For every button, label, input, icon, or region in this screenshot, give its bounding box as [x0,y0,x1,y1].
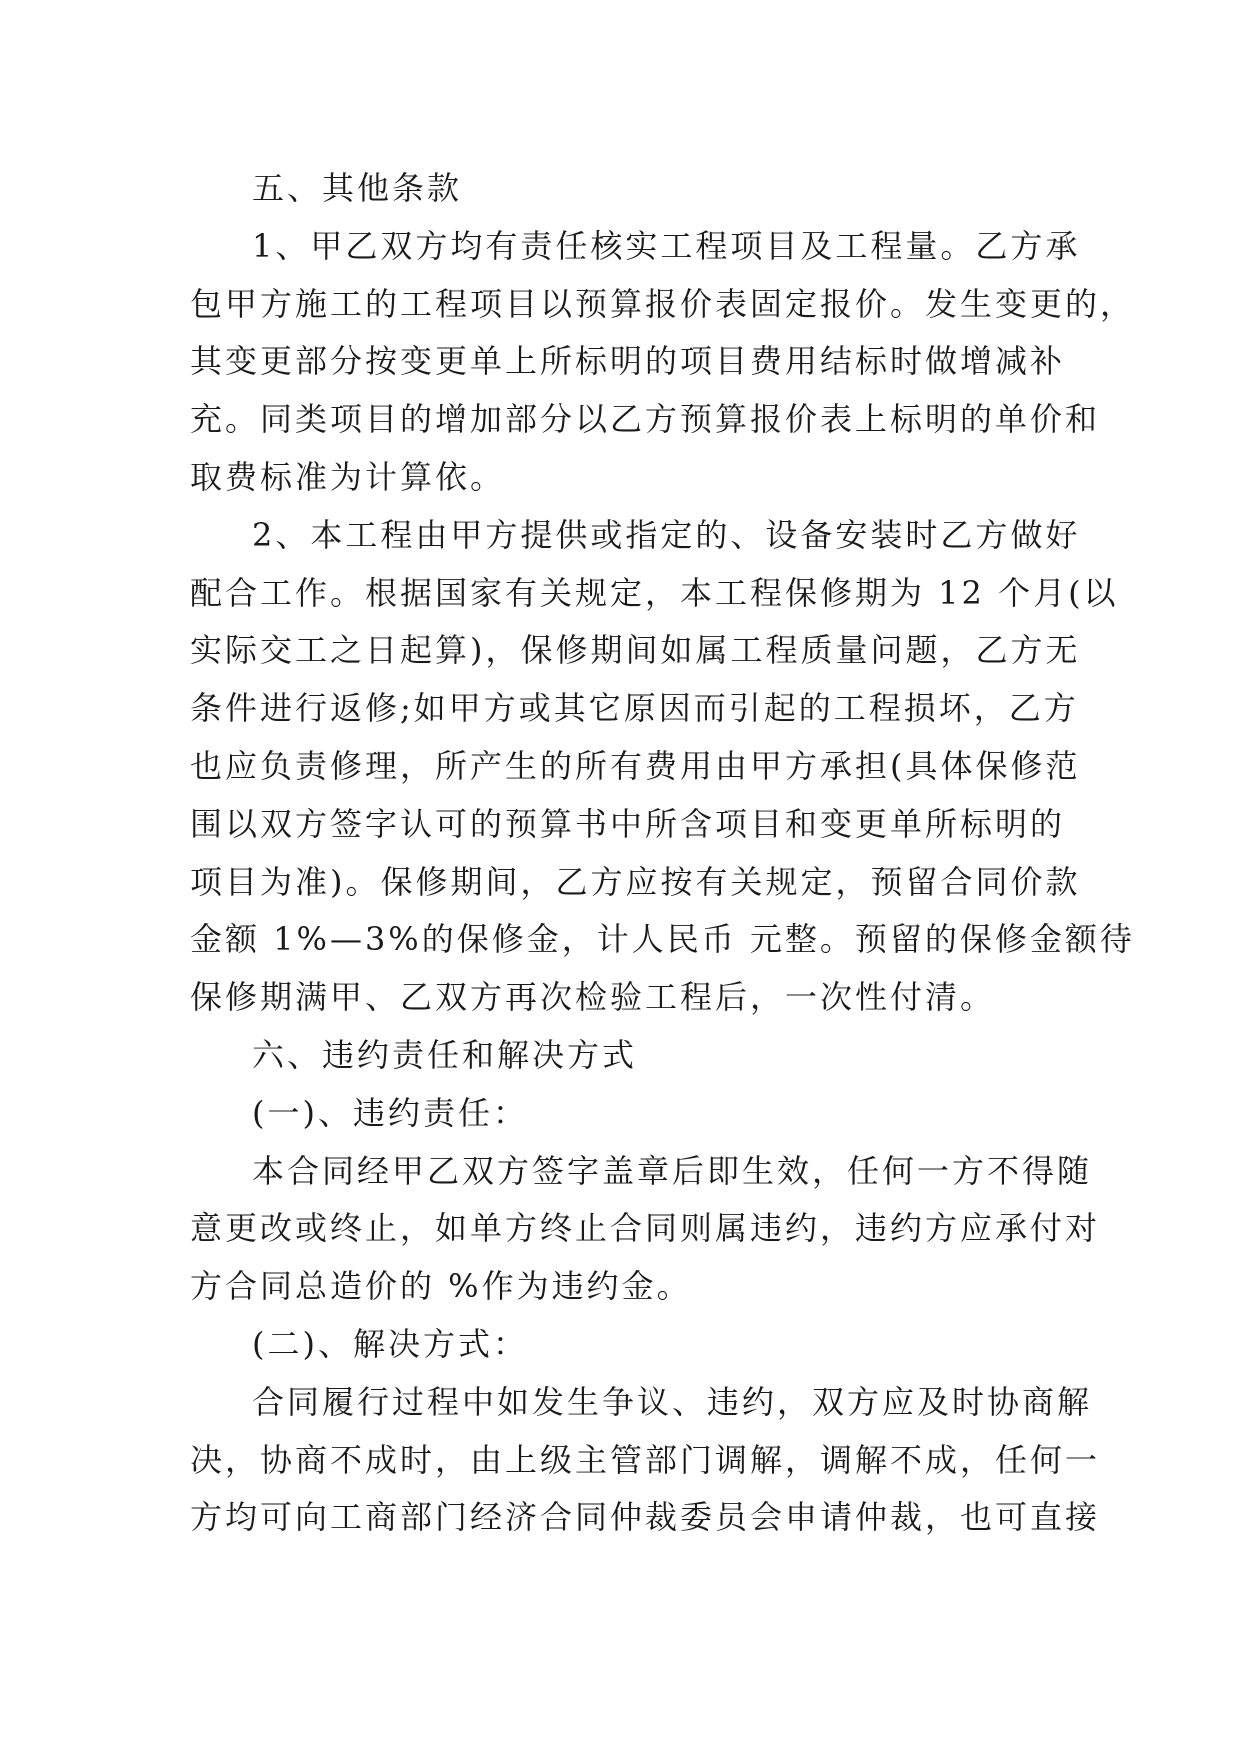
paragraph-line: 包甲方施工的工程项目以预算报价表固定报价。发生变更的， [190,284,1136,323]
paragraph-line: 本合同经甲乙双方签字盖章后即生效，任何一方不得随 [252,1151,1093,1190]
paragraph-line: 合同履行过程中如发生争议、违约，双方应及时协商解 [252,1382,1093,1421]
paragraph-line: 决，协商不成时，由上级主管部门调解，调解不成，任何一 [190,1440,1101,1479]
paragraph-line: 2、本工程由甲方提供或指定的、设备安装时乙方做好 [252,515,1081,554]
subsection-heading-resolution: (二)、解决方式： [252,1324,528,1363]
paragraph-line: 围以双方签字认可的预算书中所含项目和变更单所标明的 [190,804,1066,843]
section-heading-other-terms: 五、其他条款 [252,169,463,207]
paragraph-line: 实际交工之日起算)，保修期间如属工程质量问题，乙方无 [190,631,1081,670]
subsection-heading-breach: (一)、违约责任： [252,1093,528,1132]
paragraph-line: 项目为准)。保修期间，乙方应按有关规定，预留合同价款 [190,862,1081,901]
paragraph-line: 也应负责修理，所产生的所有费用由甲方承担(具体保修范 [190,746,1081,785]
paragraph-line: 保修期满甲、乙双方再次检验工程后，一次性付清。 [190,978,996,1017]
paragraph-line: 方合同总造价的 %作为违约金。 [190,1267,692,1306]
paragraph-line: 金额 1%—3%的保修金，计人民币 元整。预留的保修金额待 [190,920,1135,959]
paragraph-line: 条件进行返修;如甲方或其它原因而引起的工程损坏，乙方 [190,689,1079,728]
document-body [190,160,1136,1547]
paragraph-line: 意更改或终止，如单方终止合同则属违约，违约方应承付对 [190,1209,1101,1248]
section-heading-breach-resolution: 六、违约责任和解决方式 [252,1035,638,1074]
paragraph-line: 其变更部分按变更单上所标明的项目费用结标时做增减补 [190,342,1066,381]
paragraph-line: 方均可向工商部门经济合同仲裁委员会申请仲裁，也可直接 [190,1498,1101,1537]
paragraph-line: 1、甲乙双方均有责任核实工程项目及工程量。乙方承 [252,226,1081,265]
paragraph-line: 取费标准为计算依。 [190,457,506,496]
paragraph-line: 充。同类项目的增加部分以乙方预算报价表上标明的单价和 [190,400,1101,439]
paragraph-line: 配合工作。根据国家有关规定，本工程保修期为 12 个月(以 [190,573,1119,612]
